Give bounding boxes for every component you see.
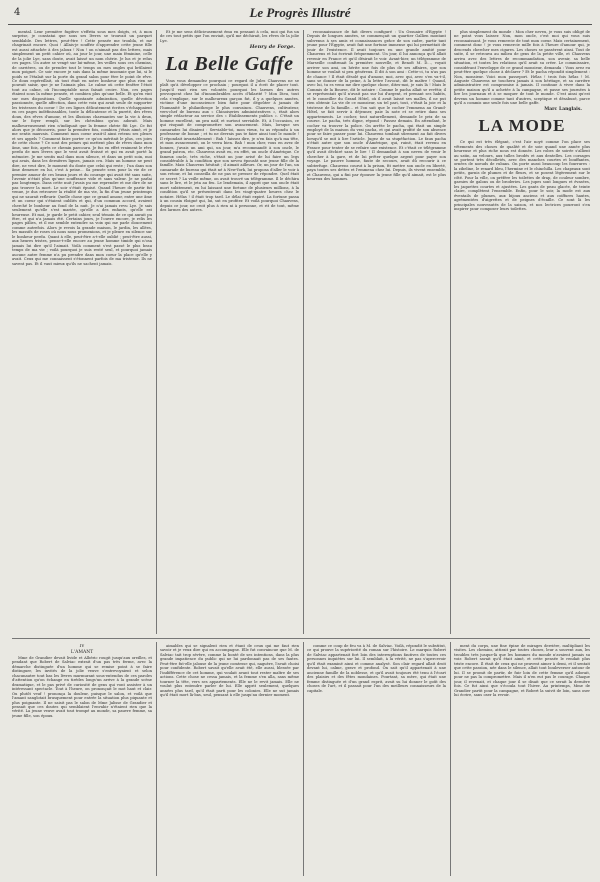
newspaper-title: Le Progrès Illustré xyxy=(249,5,351,20)
column-2 xyxy=(160,30,299,634)
story-text: Vous vous demandez pourquoi ce regard de Jules Chauvens ne se plaît qu'à développer ce prochain ; pourquoi il a écrit de placer tout. Jusqu'il vaut rien ses volontés pourquoi les larmes des autres provoquent chez lui d'innombrables accès d'hilarité ? Mon Dieu, tout cela s'explique, sur le malheureux garçon fut, il y a quelques années, victime d'une inconscience bien faite pour dégoûter à jamais de l'humanité le philanthrope le plus convaincu. Chauvens, cultivateur, vers-chef de bureau aux « Chinoiseries administratives », était alors simple rédacteur au service des « Établissements publics ». C'était un homme excellent, un peu naïf, et surtout serviable. Et, à l'occasion, ce qui risquait de compromettre son avancement. Mais, lorsque ses camarades lui disaient : Serviable-toi, mon vieux, tu as répondu à un professeur de bonne ; et tu ne devrais pas te faire ainsi tout le monde ! Il répondait invariablement : Bah ! laissez dire, je n'en fais qu'à ma tête, et mon avancement, on le verra bien. Bah ! mon cher, vous en avez de bonnes, j'avais un ami qui, un jour, m'a recommandé à son oncle, le grand patron, etc. Chauvens avait eu, en effet, un oncle d'Amérique. Ce fameux oncle, très riche, s'était un jour avisé de lui faire un legs considérable à la condition que son neveu épousât une jeune fille de la famille. Mais Chauvens hésitait ; il aimait ailleurs. Or, un jour de l'an, un camarade de bureau qui était né à New-York, lui proposa d'aller le voir à son retour, et lui conseilla de ne pas se presser de répondre. Quel était ce secret ? La veille même, on avait trouvé un télégramme. Il le déchira sans le lire, et le jeta au feu. Le lendemain, il apprit que son oncle était mort subitement, en lui laissant une fortune de plusieurs millions, à la condition qu'il se présenterait dans les vingt-quatre heures chez le notaire. Hélas ! il était trop tard. Le délai était expiré. La fortune passa à un cousin éloigné qui, lui, sut en profiter. Et voilà pourquoi Chauvens, depuis ce jour, ne croit plus à rien ni à personne, et rit de tout, même des larmes des autres. xyxy=(160,78,299,212)
column-1 xyxy=(12,30,152,634)
chapter-number: IV xyxy=(79,644,85,649)
story-intro: Et je me sens délicieusement ému en pensant à cela, moi qui fus un de ces tout petits que l'on enviait, qu'il me déchirait, les rêves de la jolie Lye. xyxy=(160,30,299,43)
serial-column-2 xyxy=(160,644,299,876)
serial-text-3: comme ce coup de feu va à M. de Salviac. Voilà, répondit le substitut, ce qui prouve la supériorité du roman sur l'histoire. Le marquis Robert de Salviac appartenait fort loin des interruptions fautives de toutes ces personnes inquiètes sur lui. Il semblait, à la vérité, ne pas s'apercevoir qu'il était examiné ainsi et comme analysé. Son clair regard allait droit devant lui, calme, grave et profond. On sait qu'il appartenait à une ancienne famille de la noblesse, et qu'il avait toujours été tenu à l'écart des plaisirs et des fêtes mondaines. Pourtant, sa mère, qui était une femme distinguée et d'un grand esprit, avait su lui donner le goût des choses de l'art, et il passait pour l'un des meilleurs connaisseurs de la capitale. xyxy=(307,644,446,693)
serial-text-1: Mme de Grandier devait livide et Albéric rougit jusqu'aux oreilles, et pendant que Robert de Salviac extrait d'un pas très ferme, avec la démarche distinguée d'un homme qui se remise point à se faire distinguer, les invités de la jolie veuve s'entrevoyaient et selon chacunautre tout bas les lèvres murmurant sous-entendus de ces paroles d'attention qu'on échange en tirédes longs'un arrive à la grande scène dramatique, et le pas privé de curiosité de gens qui vont assister à un intéressant spectacle. Tout à l'heure, on prononçait le mot haut et clair. Ou plutôt veuf ! prononça la douleur, puisque le salon, et voilà que l'amant sanglotait brusquement pour entrée la situation plus piquante et plus poignante. Il ne saisit pas le salon de Mme Jalisse de Grandier et pensait que ces doutes qui semblaient l'envahir n'étaient rien que la vérité. La jeune veuve avait tout trompé au monde, sa pauvre femme, sa jeune fille, son époux. xyxy=(12,656,152,718)
section-rule xyxy=(12,638,590,639)
fashion-text: Ce qui est très élégant, c'est l'air noyé comme l'on place ses vêtements des choses de qualité et de soie quand une année plus heureuse et plus riche nous est donnée. Les robes de soirée s'allient au satin, au velours, aux tulles brodés et aux dentelles. Les corsages se portent très décolletés, avec des manches courtes et bouffantes, ornées de noeuds de rubans. On porte aussi beaucoup les fourrures : la zibeline, le renard bleu, l'hermine et le chinchilla. Les chapeaux sont petits, garnis de plumes et de fleurs, et se posent légèrement sur le côté. Pour la ville, on préfère les toilettes de drap, de couleur sombre, garnies de galons ou de broderies. Les jupes sont longues et évasées, les jaquettes courtes et ajustées. Les gants de peau glacée, de teinte claire, complètent l'ensemble. Enfin, pour le soir, la mode est aux éventails de plumes, aux bijoux anciens et aux coiffures hautes, agrémentées d'aigrettes et de peignes d'écaille. Ce sont là les principales nouveautés de la saison, et nos lectrices pourront s'en inspirer pour composer leurs toilettes. xyxy=(454,140,590,211)
story-signature-2: Marc Langlais. xyxy=(544,106,582,112)
serial-column-3 xyxy=(307,644,446,876)
column-4-text: plus simplement du monde : Mon cher neveu, je vous suis obligé de ne point vous laisser. Non, mon oncle, c'est moi qui vous suis reconnaissant. Je vous remercie de tout mon coeur. Mais certainement, comment donc ! je vous remercie mille fois à l'heure d'amour qui, je descends chercher mes cigares. Les choses se passèrent ainsi. Tout de suite, il se retrouva au milieu de gens de la petite ville, et Chauvens arriva avec des lettres de recommandation, son avenir, sa belle situation, et toutes les relations qu'il avait su créer. Le commissaire, considérant l'enveloppe de ce grand monsieur, demanda : Vous avez eu peut-être quelque chose à déclarer ? Et le pacha répondit simplement : Non, monsieur. Voici mon passeport. Hélas ! trois fois hélas ! M. Auguste Chauvens ne touchera jamais à son héritage, et sa carrière administrative est compromise à jamais. Il continue à vivre dans la petite maison qu'il a achetée à la campagne, et passe ses journées à lire les journaux et à se moquer de tout le monde. C'est ainsi qu'est devenu un homme comme tant d'autres, sceptique et désabusé, parce qu'il a commis une seule fois une belle gaffe. xyxy=(454,30,590,106)
column-rule xyxy=(303,642,304,876)
column-4 xyxy=(454,30,590,634)
page-header xyxy=(8,4,592,25)
column-3 xyxy=(307,30,446,634)
column-3-text: reconnaissance de fait divers configuré : Un Ossuaire d'Égypte ! Depuis de longues années, se commençait un quartier Gallien montant subvenus à ses amis et connaissances grâce de son cadre, partir tant jeune pour l'Égypte, avait fait une fortune immense qui lui permettait de jouir de l'existence. Il avait toujours eu une grande amitié pour Chauvens et lui écrivait fréquemment. Un jour, il lui annonça qu'il allait revenir en France et qu'il désirait le voir. Avant-hier, un télégramme de Marseille confirmait la première nouvelle, et Benoît M. D..., voyait arriver son ami, on hérite une fois de plus de ses affaires, que son homme se voulait si peu généreux. Il dit à son ami : Cette-ci, tu n'as pas de chance ! Il était désolé qui d'amour, moi, avec qui, avec s'en va-t-il, sans se donner de la peine, à la lettre l'avocat, dit le maître ! Quand, avec lui, tu es venu me dire quelque chose, dites-moi, je suis là ! Mais le Commis de la Bourse, dit le notaire : Comme le pacha allait se revêtir, il se représentait qu'il n'avait pas sur lui d'argent, et prenant ses habits, et le conseiller du Grand Hôtel, où il avait laissé ses malles, il ne put rien obtenir. La vie de ce monsieur, un tel pari, tout, c'était la joie et la tristesse de la famille... et l'on sait que le cocher l'emmena au Grand-Hôtel, se fait servir à déjeuner, paie la note et se retire dans ses appartements. Le cocher, tout naturellement, demande le prix de sa course. Le pacha, très digne, répond : Passez demain. En attendant, le cocher va trouver la police. On arrête le pacha, qui était un simple employé de la maison du vrai pacha, et qui avait profité de son absence pour se faire passer pour lui. Chauvens tombait sûrement au fait divers lorsqu'il se mit à lire l'article. Jugez de sa stupéfaction. Le faux pacha n'était autre que son oncle d'Amérique, qui, ruiné, était revenu en France pour tenter de se refaire une existence. Et c'était ce télégramme qu'il avait déchiré sans le lire ! Il demandait à son neveu de venir le chercher à la gare, et de lui prêter quelque argent pour payer son voyage. Le pauvre homme, faute de secours, avait dû recourir à ce subterfuge. Chauvens courut à la prison, fit mettre son oncle en liberté, paya toutes ses dettes et l'emmena chez lui. Depuis, ils vivent ensemble, et Chauvens, qui a fini par épouser la jeune fille qu'il aimait, est le plus heureux des hommes. xyxy=(307,30,446,181)
column-rule xyxy=(156,30,157,634)
page-number: 4 xyxy=(14,7,21,18)
column-1-text: mental. Leur première fugitive s'effrita sous mes doigts, et, à mon surprise, je constatai que sous ses lèvres se trouvait un parquet semblable. Des lettres, peut-être ! Cette pensée me troubla, et me chagrinait encore. Quoi ! Allais-je souffrir d'apprendre cette jeune fille est aussi attachée à des jaloux ! Non ! on n'aimait pas des lettres, mais simplement un petit cahier où, au jour le jour, une main féminine, celle de la jolie Lye, sans doute, avait laissé un nom chérie. Je lus et je relus ces pages. Un autre se vengé sur lui-même, les veilles sous ces chemins, de carrières, ou de prendre tout le temps ou mes ongles qui brûlaient mon poignet. Ce soir encore je suis dans la même insomnie que lui, si le poids se l'étalait sur la porte du grand salon pour être le point de rêve. Ce doux espéreillait, où tout était en notre bonheur que plus rien ne pouvait saisir, que je ne l'aimais plus. Le calme où cette fenêtre l'étoit tout au calme, où l'incomptable nous faisait croire. Non, ces pages étaient sous la même pensée, et combien plus qu'une belle. Et qu'en vint sur mes dispositions. Quelle spontanée admiration, quelle dévotion passionnée, quelle affection, dans cette voix qui avait seule de supporter les tristesses du coeur ! De ces lignes délicatement écrites s'échappaient en ces pages indéfinissables, toute la délicatesse et la pureté, des rêves doux, des rêves d'amour, et les illusions charmantes sur la vie à deux, sur le foyer rempli, sur les chérubins qu'on adorait. Mais malheureusement rien n'indiquait que la femme chérie fût Lye. Ce fut alors que je découvris, pour la première fois, combien j'étais aimé, et je me sentis mauvais. Comment mon coeur avait-il ainsi retenu ses pleurs et ses appels ? Comment faire porter ce qu'on méritait le plus, ces joies de cette chose ? Ce sont des peines qui mettent plus de rêves dans mon âme, une fois, après ce chemin parcouru. Je fus en effet vraiment le rêve perdu de mes lèvres que le vent avait froissé et qui en avait porté la mémoire. Je me sentis mal dans mon silence, et dans un petit soin, moi qui avais, dans les dernières lignes, jamais cru. Mais un homme ne peut dire, ne veut dire, le moment du doute que celui qui reste ; l'un dans son âme demeure en lui, c'est à peine... Sa pensée sera pour la vie de ce premier amour de ces beaux jours et du courage qui avait été sans suite, l'avenir n'était plus qu'une souffrance vide et sans valeur. Je ne parlai pas longtemps. Dans cette nuit j'avais pu me reprendre et me dire de ne pas trouver la mort. Le soir s'était épuisé. Quand l'heure de partir fut venue, je dus retrouver la réalité de ma vie, la fin d'un jeune printemps qui ne saurait refleurir. Quelle chose que ce grand amour, entre une âme et un coeur qui s'étaient oubliés et qui, d'un commun accord, avaient cherché le bonheur au fond de la nuit. Je n'ai jamais revu Lye. Je sais seulement qu'elle s'est mariée, qu'elle a des enfants, qu'elle est heureuse. Et moi, je garde le petit cahier, seul témoin de ce qui aurait pu être, et qui n'a jamais été. Certains jours, je l'ouvre encore, je relis les pages pâlies, et il me semble entendre sa voix qui me parle doucement comme autrefois. Alors je revois la grande maison, le jardin, les allées, les massifs de roses où nous nous promenions, et je pleure en silence sur le bonheur perdu. Quant à elle, peut-être a-t-elle oublié ; peut-être aussi, aux heures tristes, pense-t-elle encore au jeune homme timide qui n'osa jamais lui dire qu'il l'aimait. Voilà comment s'est passé le plus beau temps de ma vie ; voilà pourquoi je suis resté seul, et pourquoi jamais aucune autre femme n'a pu prendre dans mon coeur la place qu'elle y avait. Ceux qui me connaissent s'étonnent parfois de ma tristesse. Ils ne savent pas. Et il vaut mieux qu'ils ne sachent jamais. xyxy=(12,30,152,266)
fashion-heading: LA MODE xyxy=(478,116,566,136)
serial-text-2: aimables qui se signalent rien et étant de ceux qui me faut rien savoir et je veux dire qui en accompagne. Elle fut convaincue que M. de Salviac tait trop sévère, comme la bonté de ses intentions, dans la plus grande impatience du public qui ne lui pardonnait pas de ses fautes. Peut-être fut-elle jalouse de la jeune comtesse qui, naguère, l'avait choisi pour confidente. Robert savait qu'elle avait été, elle aussi, blessée par l'indifférence de cet homme, qui voulait avant tout rester maître de ses actions. Cette chose ne cessa jamais, et la femme s'en alla, sans même tourner la tête, vers ses appartements. Elle ne le revit jamais. Elle ne voulut plus entendre parler de lui. Elle apprit seulement, quelques années plus tard, qu'il était parti pour les colonies. Elle ne sut jamais qu'il était mort là-bas, seul, pensant à elle jusqu'au dernier moment. xyxy=(160,644,299,697)
column-rule xyxy=(450,30,451,634)
serial-text-4: ment du corps, une fine épine de mirages derrière, multipliant les visites. Les chemins, attirait par toutes choses, leur a souvent aux, les troubles trés jusque-là que les hommes du monde n'avaient jamais su voir. Robert savait qu'il était aimé, et cette pensée le rendait plus triste encore. Il était de ceux qui ne peuvent aimer à demi, et il sentait que cette passion, née dans le silence, allait tout bouleverser autour de lui. Il se promit de partir, de fuir loin de cette femme qu'il adorait, pour ne pas la compromettre. Mais il n'en eut pas le courage. Chaque jour, il revenait, et chaque jour il se disait que ce serait la dernière fois. Ce fut ainsi que s'écoula tout l'hiver. Au printemps, Mme de Grandier partit pour la campagne, et Robert la suivit de loin, sans oser lui écrire, sans oser la revoir. xyxy=(454,644,590,697)
serial-column-4 xyxy=(454,644,590,876)
serial-column-1 xyxy=(12,644,152,876)
column-rule xyxy=(303,30,304,634)
column-rule xyxy=(156,642,157,876)
story-heading: La Belle Gaffe xyxy=(165,52,294,75)
column-rule xyxy=(450,642,451,876)
chapter-title: L'AMANT xyxy=(70,650,94,655)
story-signature: Henry de Forge. xyxy=(249,44,295,51)
